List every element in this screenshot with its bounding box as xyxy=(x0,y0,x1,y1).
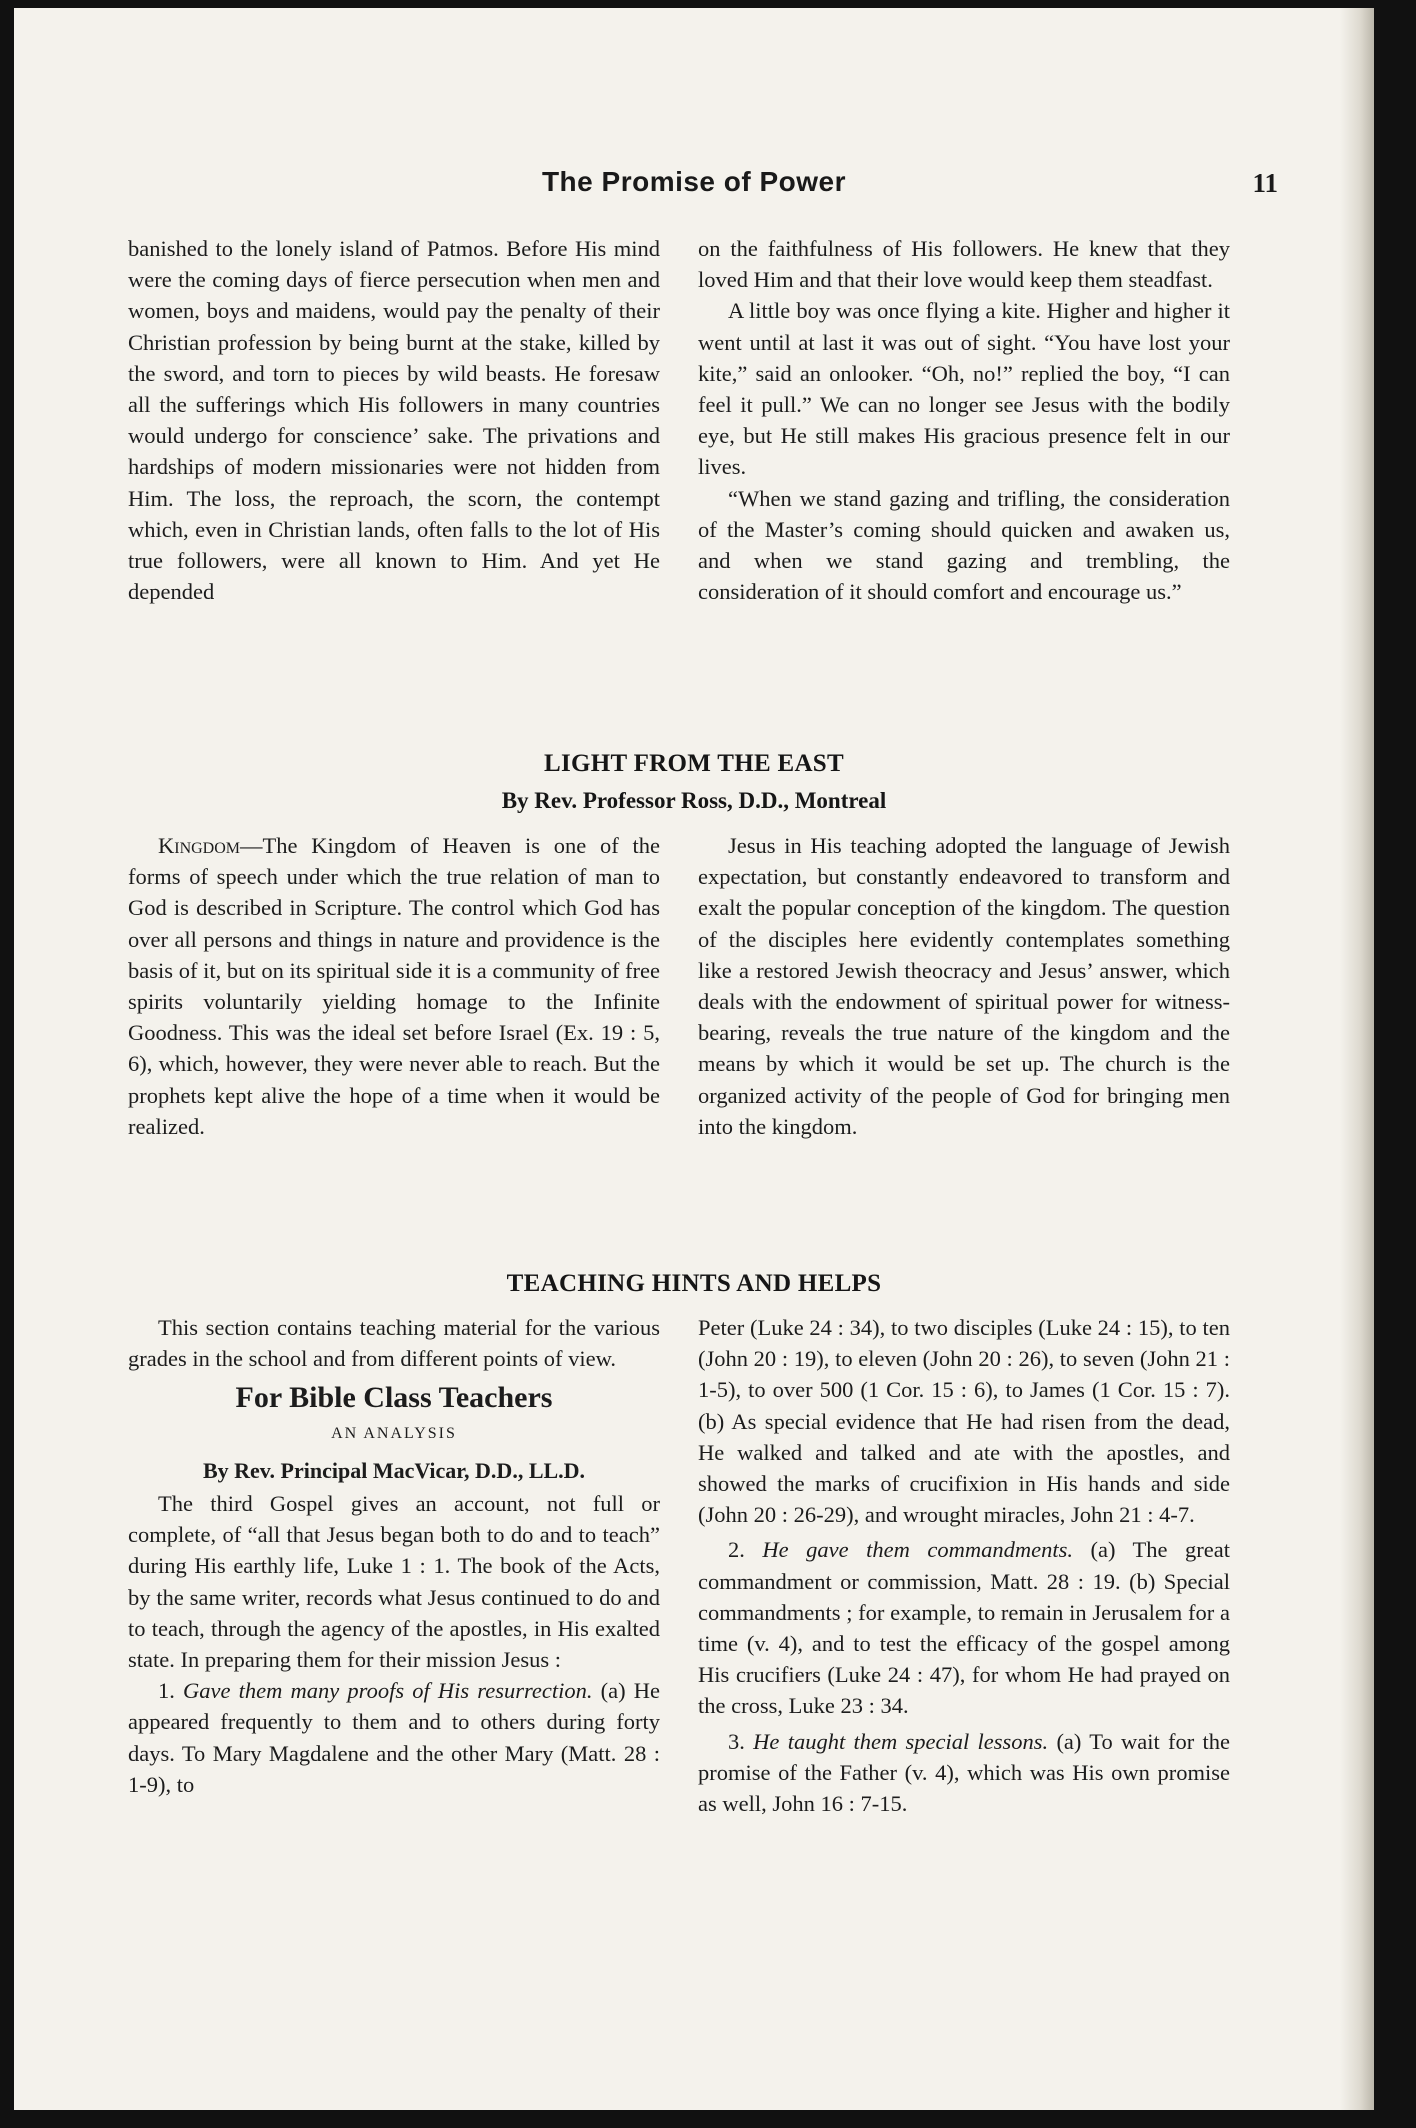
light-right-paragraph: Jesus in His teaching adopted the language of Jewish expectation, but constantly endeavored to transform and exalt the popular conception of the kingdom. The question of the disciples here evidently contemplates something like a restored Jewish theocracy and Jesus’ answer, which deals with the endowment of spiritual power for witness-bearing, reveals the true nature of the kingdom and the means by which it would be set up. The church is the organized activity of the people of God for bringing men into the kingdom. xyxy=(698,833,1230,1139)
point-3-number: 3. xyxy=(728,1728,745,1754)
light-left-paragraph xyxy=(128,830,660,1142)
light-from-east-byline: By Rev. Professor Ross, D.D., Montreal xyxy=(501,788,887,813)
light-right-column xyxy=(698,830,1230,1142)
section1-right-paragraph-1: on the faithfulness of His followers. He knew that they loved Him and that their love would keep them steadfast. xyxy=(698,236,1230,293)
light-left-column xyxy=(128,830,660,1142)
point-2-text: (a) The great commandment or commission, Matt. 28 : 19. (b) Special commandments ; for example, to remain in Jerusalem for a time (v. 4), and to test the efficacy of the gospel among His crucifiers (Luke 24 : 47), for whom He had prayed on the cross, Luke 23 : 34. xyxy=(698,1537,1231,1719)
point-2-paragraph xyxy=(698,1534,1230,1721)
bible-class-teachers-title: For Bible Class Teachers xyxy=(235,1381,553,1415)
point-1-number: 1. xyxy=(158,1678,175,1704)
point-3-paragraph xyxy=(698,1726,1230,1820)
teaching-left-column xyxy=(128,1312,660,1800)
point-1-title: Gave them many proofs of His resurrection. xyxy=(183,1678,593,1704)
teaching-left-paragraph-1: The third Gospel gives an account, not full or complete, of “all that Jesus began both to do and to teach” during His earthly life, Luke 1 : 1. The book of the Acts, by the same writer, records what Jesus continued to do and to teach, through the agency of the apostles, in His exalted state. In preparing them for their mission Jesus : xyxy=(128,1491,660,1673)
page-edge-shadow xyxy=(1340,8,1374,2110)
teaching-right-paragraph-1: Peter (Luke 24 : 34), to two disciples (Luke 24 : 15), to ten (John 20 : 19), to eleven (John 20 : 26), to seven (John 21 : 1-5), to over 500 (1 Cor. 15 : 6), to James (1 Cor. 15 : 7). (b) As special evidence that He had risen from the dead, He walked and talked and ate with the apostles, and showed the marks of crucifixion in His hands and side (John 20 : 26-29), and wrought miracles, John 21 : 4-7. xyxy=(698,1315,1230,1528)
section1-right-paragraph-2: A little boy was once flying a kite. Higher and higher it went until at last it was out of sight. “You have lost your kite,” said an onlooker. “Oh, no!” replied the boy, “I can feel it pull.” We can no longer see Jesus with the bodily eye, but He still makes His gracious presence felt in our lives. xyxy=(698,298,1230,480)
light-from-east-heading: LIGHT FROM THE EAST xyxy=(544,750,844,777)
point-3-title: He taught them special lessons. xyxy=(753,1728,1049,1754)
point-1-text: (a) He appeared frequently to them and to others during forty days. To Mary Magdalene and the other Mary (Matt. 28 : 1-9), to xyxy=(128,1678,661,1797)
analysis-label: AN ANALYSIS xyxy=(331,1424,457,1442)
scanned-page xyxy=(14,8,1374,2110)
point-2-number: 2. xyxy=(728,1537,745,1563)
point-2-title: He gave them commandments. xyxy=(762,1537,1073,1563)
macvicar-byline: By Rev. Principal MacVicar, D.D., LL.D. xyxy=(202,1457,586,1483)
section1-right-paragraph-3: “When we stand gazing and trifling, the consideration of the Master’s coming should quicken and awaken us, and when we stand gazing and trembling, the consideration of it should comfort and encourage us.” xyxy=(698,485,1230,605)
kingdom-lead-word: Kingdom xyxy=(158,833,241,858)
page-number: 11 xyxy=(1252,168,1278,198)
teaching-intro: This section contains teaching material for the various grades in the school and from different points of view. xyxy=(128,1315,660,1372)
teaching-right-column xyxy=(698,1312,1230,1819)
point-1-paragraph xyxy=(128,1675,660,1800)
teaching-hints-heading: TEACHING HINTS AND HELPS xyxy=(506,1270,882,1297)
light-left-text: —The Kingdom of Heaven is one of the forms of speech under which the true relation of man to God is described in Scripture. The control which God has over all persons and things in nature and providence is the basis of it, but on its spiritual side it is a community of free spirits voluntarily yielding homage to the Infinite Goodness. This was the ideal set before Israel (Ex. 19 : 5, 6), which, however, they were never able to reach. But the prophets kept alive the hope of a time when it would be realized. xyxy=(128,833,660,1139)
section1-left-paragraph: banished to the lonely island of Patmos. Before His mind were the coming days of fierce persecution when men and women, boys and maidens, would pay the penalty of their Christian profession by being burnt at the stake, killed by the sword, and torn to pieces by wild beasts. He foresaw all the sufferings which His followers in many countries would undergo for conscience’ sake. The privations and hardships of modern missionaries were not hidden from Him. The loss, the reproach, the scorn, the contempt which, even in Christian lands, often falls to the lot of His true followers, were all known to Him. And yet He depended xyxy=(128,236,660,605)
section1-right-column xyxy=(698,233,1230,607)
section1-left-column xyxy=(128,233,660,607)
point-3-text: (a) To wait for the promise of the Father (v. 4), which was His own promise as well, John 16 : 7-15. xyxy=(698,1728,1231,1817)
running-title: The Promise of Power xyxy=(541,166,847,197)
